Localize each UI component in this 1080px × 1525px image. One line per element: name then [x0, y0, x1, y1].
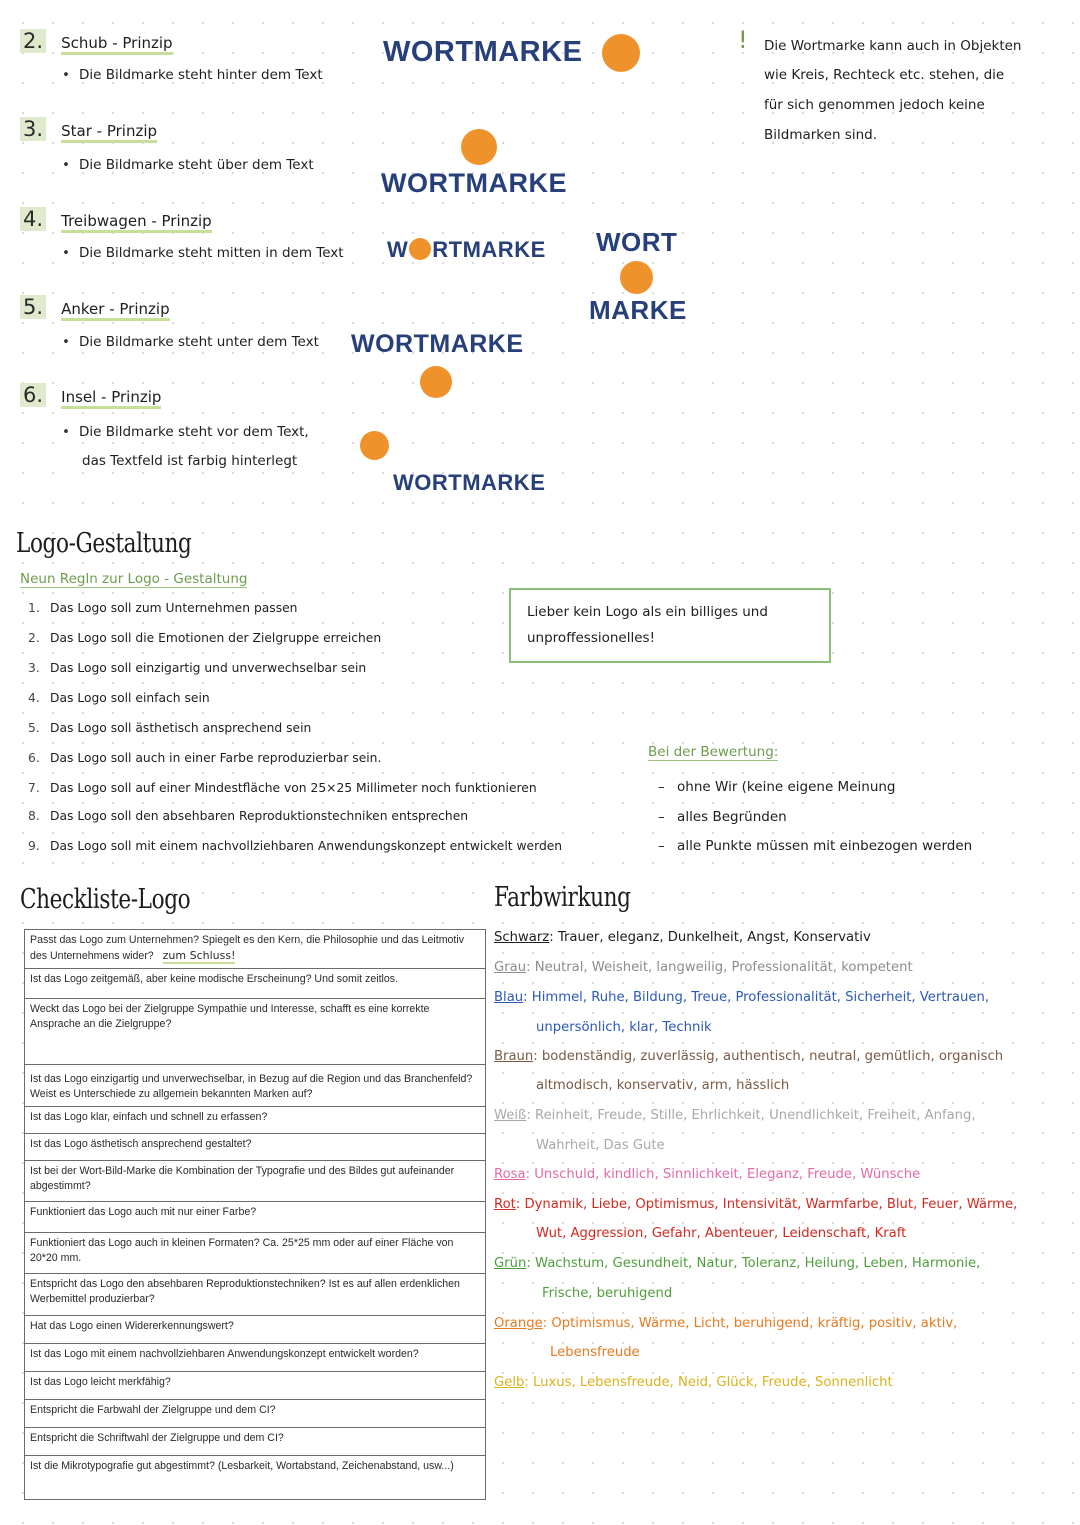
checklist-cell: Ist das Logo klar, einfach und schnell zu erfassen?: [25, 1106, 486, 1133]
table-row: [25, 1273, 486, 1315]
wordmark-anker: WORTMARKE: [351, 330, 524, 358]
bildmarke-dot: [420, 366, 452, 398]
checklist-table: [24, 929, 486, 1500]
principle-desc: • Die Bildmarke steht vor dem Text,: [62, 424, 309, 440]
principle-number: 6.: [20, 383, 46, 407]
checklist-cell: Ist das Logo leicht merkfähig?: [25, 1371, 486, 1399]
wordmark-schub: WORTMARKE: [383, 36, 583, 68]
principle-number: 4.: [20, 207, 46, 231]
table-row: [25, 1160, 486, 1201]
color-entry-braun-2: altmodisch, konservativ, arm, hässlich: [536, 1078, 790, 1093]
rule-item: 5. Das Logo soll ästhetisch ansprechend sein: [28, 721, 312, 735]
principle-title: Star - Prinzip: [61, 122, 157, 143]
checklist-cell: Ist das Logo ästhetisch ansprechend gestaltet?: [25, 1133, 486, 1160]
principle-number: 5.: [20, 295, 46, 319]
principle-5: [20, 296, 170, 319]
color-key: Grau: [494, 960, 527, 975]
table-row: [25, 968, 486, 998]
quote-box: [509, 588, 831, 663]
wordmark-insel: WORTMARKE: [393, 470, 546, 495]
rule-item: 1. Das Logo soll zum Unternehmen passen: [28, 601, 298, 615]
wordmark-star: WORTMARKE: [381, 168, 567, 198]
checklist-note: zum Schluss!: [162, 949, 236, 963]
checklist-cell: Entspricht die Schriftwahl der Zielgruppe und dem CI?: [25, 1427, 486, 1455]
table-row: [25, 1455, 486, 1499]
rule-item: 9. Das Logo soll mit einem nachvollziehbaren Anwendungskonzept entwickelt werden: [28, 839, 563, 853]
section-title-farbwirkung: Farbwirkung: [494, 882, 631, 913]
checklist-cell: Ist das Logo einzigartig und unverwechselbar, in Bezug auf die Region und das Branchenfeld? Weist es Unterschiede zu allgemein bekannten Marken auf?: [25, 1064, 486, 1106]
checklist-cell: Passt das Logo zum Unternehmen? Spiegelt es den Kern, die Philosophie und das Leitmotiv des Unternehmens wider? zum Schluss!: [25, 930, 486, 969]
table-row: [25, 1064, 486, 1106]
rule-item: 8. Das Logo soll den absehbaren Reproduktionstechniken entsprechen: [28, 809, 469, 823]
principle-desc: • Die Bildmarke steht hinter dem Text: [62, 67, 323, 83]
note-line: Die Wortmarke kann auch in Objekten: [764, 38, 1022, 54]
color-entry-gruen-2: Frische, beruhigend: [542, 1286, 673, 1301]
color-entry-weiss-2: Wahrheit, Das Gute: [536, 1138, 665, 1153]
rules-subtitle: Neun Regln zur Logo - Gestaltung: [20, 571, 248, 587]
color-key: Orange: [494, 1316, 543, 1331]
section-title-checkliste: Checkliste-Logo: [20, 884, 191, 915]
checklist-cell: Ist das Logo zeitgemäß, aber keine modische Erscheinung? Und somit zeitlos.: [25, 968, 486, 998]
color-key: Grün: [494, 1256, 527, 1271]
color-key: Blau: [494, 990, 524, 1005]
checklist-cell: Funktioniert das Logo auch mit nur einer Farbe?: [25, 1201, 486, 1232]
principle-number: 3.: [20, 117, 46, 141]
wordmark-rest: RTMARKE: [432, 237, 546, 262]
table-row: [25, 1201, 486, 1232]
checklist-cell: Ist bei der Wort-Bild-Marke die Kombination der Typografie und des Bildes gut aufeinander abgestimmt?: [25, 1160, 486, 1201]
rule-item: 4. Das Logo soll einfach sein: [28, 691, 210, 705]
principle-title: Treibwagen - Prinzip: [61, 212, 212, 233]
principle-title: Schub - Prinzip: [61, 34, 172, 55]
color-entry-rosa: Rosa: Unschuld, kindlich, Sinnlichkeit, Eleganz, Freude, Wünsche: [494, 1167, 921, 1182]
rule-item: 2. Das Logo soll die Emotionen der Zielgruppe erreichen: [28, 631, 382, 645]
table-row: [25, 1343, 486, 1371]
wordmark-w: W: [387, 237, 409, 262]
principle-3: [20, 118, 157, 141]
table-row: [25, 1399, 486, 1427]
principle-6: [20, 384, 161, 407]
section-title-logo-gestaltung: Logo-Gestaltung: [16, 528, 192, 559]
principle-title: Insel - Prinzip: [61, 388, 161, 409]
color-entry-orange-2: Lebensfreude: [550, 1345, 640, 1360]
color-entry-rot: Rot: Dynamik, Liebe, Optimismus, Intensivität, Warmfarbe, Blut, Feuer, Wärme,: [494, 1197, 1018, 1212]
color-key: Gelb: [494, 1375, 525, 1390]
bildmarke-dot-inline: [409, 238, 431, 260]
color-entry-gelb: Gelb: Luxus, Lebensfreude, Neid, Glück, Freude, Sonnenlicht: [494, 1375, 893, 1390]
color-entry-weiss: Weiß: Reinheit, Freude, Stille, Ehrlichkeit, Unendlichkeit, Freiheit, Anfang,: [494, 1108, 976, 1123]
table-row: [25, 1315, 486, 1343]
checklist-cell: Weckt das Logo bei der Zielgruppe Sympathie und Interesse, schafft es eine korrekte Ansprache an die Zielgruppe?: [25, 998, 486, 1064]
bildmarke-dot: [602, 34, 640, 72]
bildmarke-dot: [461, 129, 497, 165]
color-entry-blau-2: unpersönlich, klar, Technik: [536, 1020, 712, 1035]
checklist-cell: Entspricht die Farbwahl der Zielgruppe und dem CI?: [25, 1399, 486, 1427]
color-entry-blau: Blau: Himmel, Ruhe, Bildung, Treue, Professionalität, Sicherheit, Vertrauen,: [494, 990, 990, 1005]
principle-number: 2.: [20, 29, 46, 53]
color-entry-grau: Grau: Neutral, Weisheit, langweilig, Professionalität, kompetent: [494, 960, 913, 975]
evaluation-item: – ohne Wir (keine eigene Meinung: [658, 779, 896, 795]
principle-desc: • Die Bildmarke steht mitten in dem Text: [62, 245, 344, 261]
table-row: [25, 1106, 486, 1133]
evaluation-item: – alles Begründen: [658, 809, 787, 825]
color-entry-rot-2: Wut, Aggression, Gefahr, Abenteuer, Leidenschaft, Kraft: [536, 1226, 907, 1241]
principle-desc: • Die Bildmarke steht unter dem Text: [62, 334, 319, 350]
bildmarke-dot: [620, 261, 653, 294]
color-entry-orange: Orange: Optimismus, Wärme, Licht, beruhigend, kräftig, positiv, aktiv,: [494, 1316, 958, 1331]
color-key: Rosa: [494, 1167, 526, 1182]
note-line: wie Kreis, Rechteck etc. stehen, die: [764, 67, 1005, 83]
table-row: [25, 1427, 486, 1455]
exclamation-mark: !: [738, 26, 748, 54]
quote-line: Lieber kein Logo als ein billiges und: [527, 604, 768, 620]
wordmark-treibwagen: [387, 237, 546, 263]
color-entry-schwarz: Schwarz: Trauer, eleganz, Dunkelheit, Angst, Konservativ: [494, 930, 871, 945]
bildmarke-dot: [360, 431, 389, 460]
table-row: [25, 1371, 486, 1399]
note-line: Bildmarken sind.: [764, 127, 877, 143]
rule-item: 3. Das Logo soll einzigartig und unverwechselbar sein: [28, 661, 367, 675]
color-entry-braun: Braun: bodenständig, zuverlässig, authentisch, neutral, gemütlich, organisch: [494, 1049, 1004, 1064]
checklist-cell: Hat das Logo einen Widererkennungswert?: [25, 1315, 486, 1343]
color-key: Rot: [494, 1197, 516, 1212]
color-key: Braun: [494, 1049, 534, 1064]
table-row: [25, 998, 486, 1064]
wordmark-split-top: WORT: [596, 227, 678, 257]
checklist-cell: Ist das Logo mit einem nachvollziehbaren Anwendungskonzept entwickelt worden?: [25, 1343, 486, 1371]
table-row: [25, 1133, 486, 1160]
quote-line: unproffessionelles!: [527, 629, 655, 646]
checklist-cell: Ist die Mikrotypografie gut abgestimmt? (Lesbarkeit, Wortabstand, Zeichenabstand, usw...): [25, 1455, 486, 1499]
principle-2: [20, 30, 173, 53]
principle-4: [20, 208, 212, 231]
principle-title: Anker - Prinzip: [61, 300, 169, 321]
rule-item: 6. Das Logo soll auch in einer Farbe reproduzierbar sein.: [28, 751, 382, 765]
evaluation-title: Bei der Bewertung:: [648, 744, 779, 760]
table-row: [25, 1232, 486, 1273]
note-line: für sich genommen jedoch keine: [764, 97, 985, 113]
principle-desc: • Die Bildmarke steht über dem Text: [62, 157, 314, 173]
color-key: Weiß: [494, 1108, 527, 1123]
evaluation-item: – alle Punkte müssen mit einbezogen werden: [658, 838, 973, 854]
table-row: [25, 930, 486, 969]
color-key: Schwarz: [494, 930, 550, 945]
wordmark-split-bottom: MARKE: [589, 295, 687, 325]
principle-desc-2: das Textfeld ist farbig hinterlegt: [82, 453, 298, 469]
color-entry-gruen: Grün: Wachstum, Gesundheit, Natur, Toleranz, Heilung, Leben, Harmonie,: [494, 1256, 981, 1271]
checklist-cell: Entspricht das Logo den absehbaren Reproduktionstechniken? Ist es auf allen erdenklichen Werbemittel produzierbar?: [25, 1273, 486, 1315]
checklist-cell: Funktioniert das Logo auch in kleinen Formaten? Ca. 25*25 mm oder auf einer Fläche von 20*20 mm.: [25, 1232, 486, 1273]
rule-item: 7. Das Logo soll auf einer Mindestfläche von 25×25 Millimeter noch funktionieren: [28, 781, 537, 795]
